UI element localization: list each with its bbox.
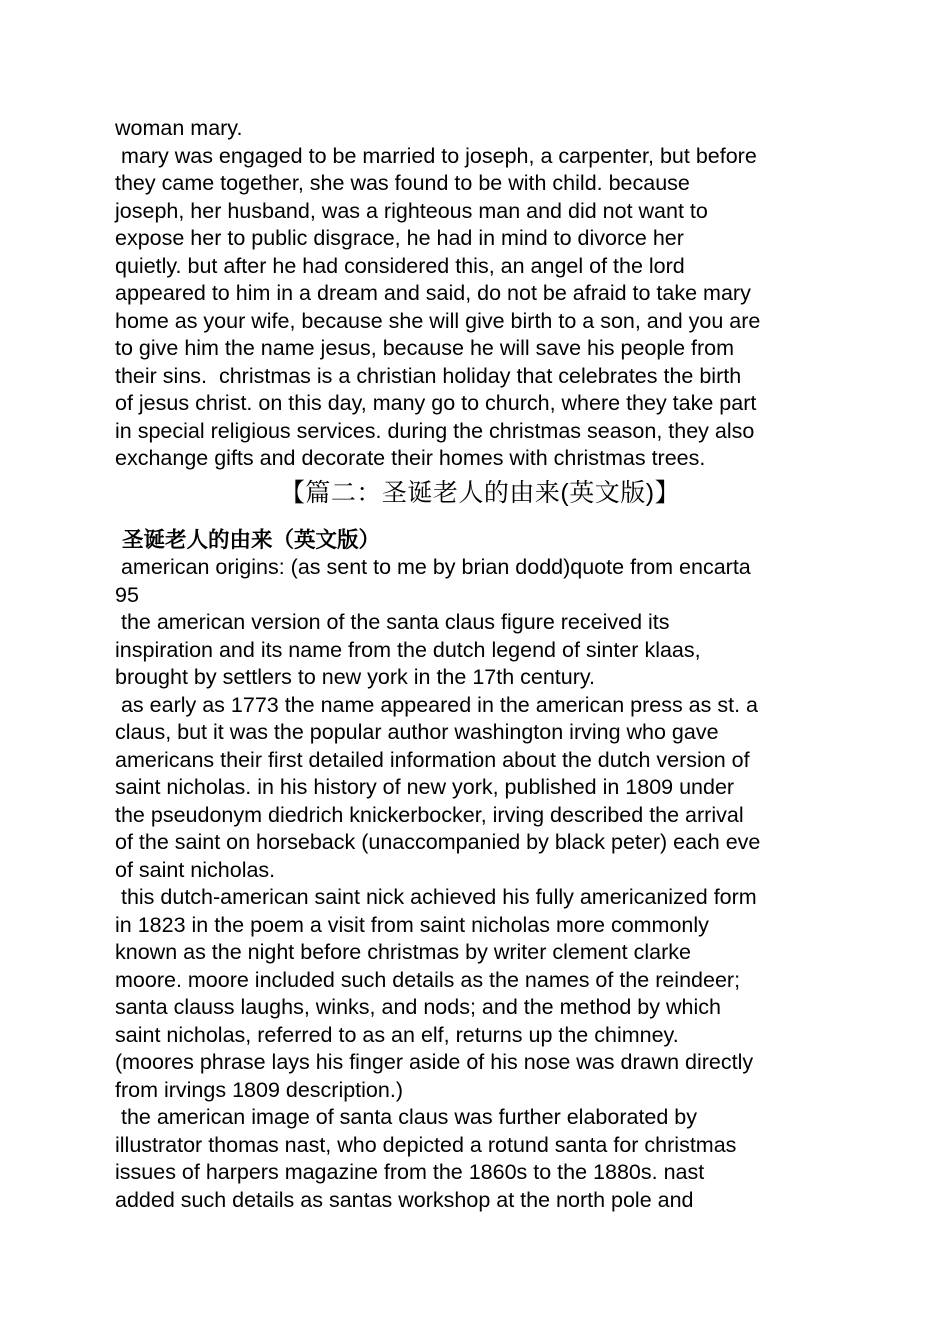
text-line: saint nicholas. in his history of new york, published in 1809 under bbox=[115, 775, 735, 799]
text-line: in 1823 in the poem a visit from saint nicholas more commonly bbox=[115, 912, 709, 937]
text-line: illustrator thomas nast, who depicted a rotund santa for christmas bbox=[115, 1132, 737, 1157]
text-line: 95 bbox=[115, 582, 139, 607]
text-line: they came together, she was found to be with child. because bbox=[115, 171, 690, 195]
text-line: to give him the name jesus, because he will save his people from bbox=[115, 336, 735, 360]
text-line: american origins: (as sent to me by brian dodd)quote from encarta bbox=[115, 555, 751, 579]
text-line: issues of harpers magazine from the 1860s to the 1880s. nast bbox=[115, 1160, 705, 1184]
text-line: in special religious services. during the christmas season, they also bbox=[115, 418, 755, 443]
text-line: santa clauss laughs, winks, and nods; and the method by which bbox=[115, 995, 721, 1019]
section-heading: 【篇二：圣诞老人的由来(英文版)】 bbox=[279, 478, 681, 507]
paragraph-block-1 bbox=[115, 115, 845, 473]
text-line: of jesus christ. on this day, many go to church, where they take part bbox=[115, 391, 757, 415]
text-line: mary was engaged to be married to joseph, a carpenter, but before bbox=[115, 143, 757, 168]
text-line: as early as 1773 the name appeared in the american press as st. a bbox=[115, 692, 758, 717]
text-line: moore. moore included such details as the names of the reindeer; bbox=[115, 967, 741, 992]
text-line: of the saint on horseback (unaccompanied by black peter) each eve bbox=[115, 830, 761, 854]
text-line: saint nicholas, referred to as an elf, returns up the chimney. bbox=[115, 1022, 679, 1047]
text-line: home as your wife, because she will give birth to a son, and you are bbox=[115, 308, 761, 333]
text-line: claus, but it was the popular author washington irving who gave bbox=[115, 720, 719, 744]
text-line: known as the night before christmas by writer clement clarke bbox=[115, 940, 691, 964]
text-line: the american version of the santa claus figure received its bbox=[115, 610, 670, 634]
text-line: the american image of santa claus was further elaborated by bbox=[115, 1105, 698, 1129]
text-line: appeared to him in a dream and said, do not be afraid to take mary bbox=[115, 281, 751, 305]
text-line: from irvings 1809 description.) bbox=[115, 1077, 403, 1102]
text-line: their sins. christmas is a christian holiday that celebrates the birth bbox=[115, 363, 742, 388]
paragraph-block-2 bbox=[115, 554, 845, 1214]
text-line: of saint nicholas. bbox=[115, 857, 276, 882]
text-line: joseph, her husband, was a righteous man and did not want to bbox=[115, 198, 708, 223]
text-line: brought by settlers to new york in the 17th century. bbox=[115, 665, 596, 689]
text-line: the pseudonym diedrich knickerbocker, irving described the arrival bbox=[115, 802, 744, 827]
text-line: added such details as santas workshop at the north pole and bbox=[115, 1187, 694, 1212]
text-line: quietly. but after he had considered this, an angel of the lord bbox=[115, 253, 685, 278]
text-line: americans their first detailed information about the dutch version of bbox=[115, 747, 750, 772]
text-line: inspiration and its name from the dutch legend of sinter klaas, bbox=[115, 637, 701, 662]
text-line: this dutch-american saint nick achieved his fully americanized form bbox=[115, 885, 757, 909]
text-line: woman mary. bbox=[115, 116, 243, 140]
text-line: (moores phrase lays his finger aside of his nose was drawn directly bbox=[115, 1050, 754, 1074]
section-subheading: 圣诞老人的由来（英文版） bbox=[122, 527, 381, 552]
document-body bbox=[115, 115, 845, 1214]
text-line: expose her to public disgrace, he had in mind to divorce her bbox=[115, 226, 684, 250]
text-line: exchange gifts and decorate their homes with christmas trees. bbox=[115, 446, 706, 470]
